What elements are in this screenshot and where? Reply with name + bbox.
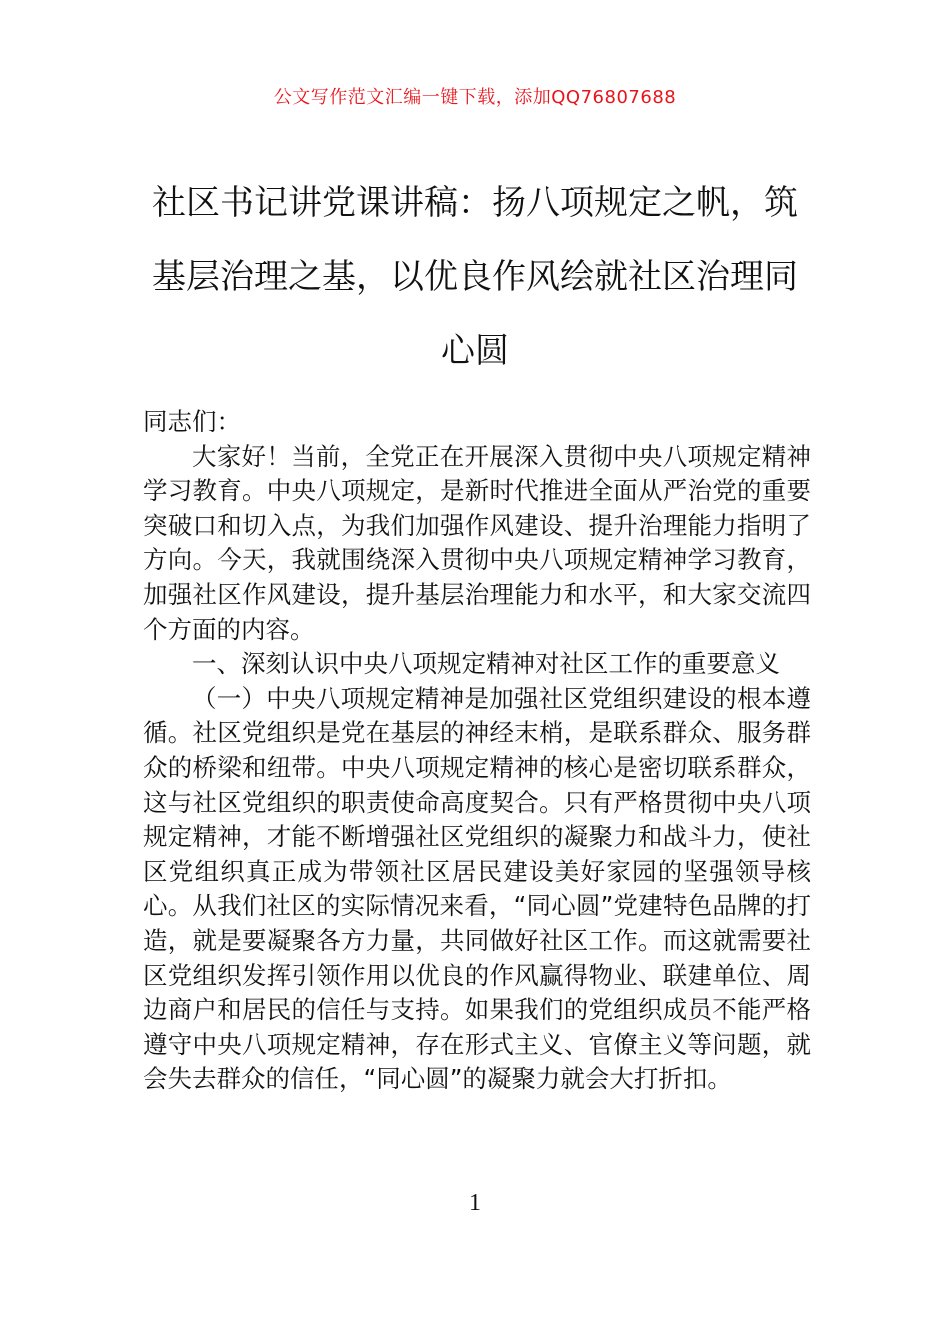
header-download-note: 公文写作范文汇编一键下载，添加QQ76807688 — [273, 87, 677, 108]
paragraph-intro: 大家好！当前，全党正在开展深入贯彻中央八项规定精神学习教育。中央八项规定，是新时代推进全面从严治党的重要突破口和切入点，为我们加强作风建设、提升治理能力指明了方向。今天，我就围绕深入贯彻中央八项规定精神学习教育，加强社区作风建设，提升基层治理能力和水平，和大家交流四个方面的内容。 — [143, 441, 811, 644]
section-heading-1: 一、深刻认识中央八项规定精神对社区工作的重要意义 — [192, 649, 780, 679]
salutation: 同志们： — [143, 407, 241, 436]
page-number: 1 — [469, 1190, 481, 1216]
document-body — [143, 405, 811, 1097]
document-title: 社区书记讲党课讲稿：扬八项规定之帆，筑基层治理之基，以优良作风绘就社区治理同心圆 — [152, 183, 798, 371]
paragraph-subsection-1: （一）中央八项规定精神是加强社区党组织建设的根本遵循。社区党组织是党在基层的神经末梢，是联系群众、服务群众的桥梁和纽带。中央八项规定精神的核心是密切联系群众，这与社区党组织的职责使命高度契合。只有严格贯彻中央八项规定精神，才能不断增强社区党组织的凝聚力和战斗力，使社区党组织真正成为带领社区居民建设美好家园的坚强领导核心。从我们社区的实际情况来看，“同心圆”党建特色品牌的打造，就是要凝聚各方力量，共同做好社区工作。而这就需要社区党组织发挥引领作用以优良的作风赢得物业、联建单位、周边商户和居民的信任与支持。如果我们的党组织成员不能严格遵守中央八项规定精神，存在形式主义、官僚主义等问题，就会失去群众的信任，“同心圆”的凝聚力就会大打折扣。 — [143, 683, 811, 1094]
